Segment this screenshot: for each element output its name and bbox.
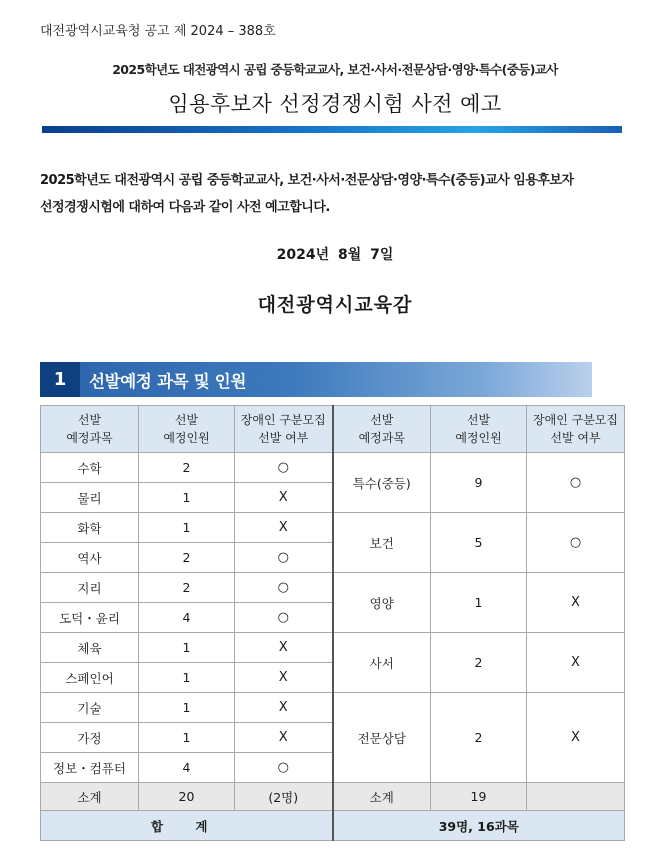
header-count-right: 선발 예정인원 (431, 406, 527, 453)
section-number: 1 (40, 362, 80, 397)
subject-cell: 기술 (41, 693, 139, 723)
issuer-name: 대전광역시교육감 (257, 294, 413, 316)
count-cell-right: 1 (431, 573, 527, 633)
subject-cell: 역사 (41, 543, 139, 573)
count-cell: 1 (139, 513, 235, 543)
disabled-cell-right: X (527, 633, 625, 693)
table-row (41, 633, 625, 663)
header-count: 선발 예정인원 (139, 406, 235, 453)
disabled-cell: X (235, 693, 333, 723)
count-cell: 2 (139, 453, 235, 483)
page-title: 임용후보자 선정경쟁시험 사전 예고 (168, 92, 502, 116)
count-cell: 1 (139, 723, 235, 753)
count-cell: 1 (139, 483, 235, 513)
table-header-row (41, 406, 625, 453)
subject-cell: 물리 (41, 483, 139, 513)
total-value: 39명, 16과목 (333, 811, 625, 841)
disabled-cell-right: ○ (527, 513, 625, 573)
count-cell: 1 (139, 633, 235, 663)
count-cell-right: 5 (431, 513, 527, 573)
intro-line-1: 2025학년도 대전광역시 공립 중등학교교사, 보건·사서·전문상담·영양·특수(중등)교사 임용후보자 (40, 173, 574, 188)
count-cell-right: 9 (431, 453, 527, 513)
subtotal-label: 소계 (41, 783, 139, 811)
header-subject: 선발 예정과목 (41, 406, 139, 453)
disabled-cell: X (235, 483, 333, 513)
header-disabled: 장애인 구분모집 선발 여부 (235, 406, 333, 453)
subject-cell: 스페인어 (41, 663, 139, 693)
quota-table (40, 405, 625, 841)
count-cell-right: 2 (431, 693, 527, 783)
subject-cell: 지리 (41, 573, 139, 603)
disabled-cell-right: ○ (527, 453, 625, 513)
disabled-cell-right: X (527, 693, 625, 783)
total-row (41, 811, 625, 841)
subject-cell: 가정 (41, 723, 139, 753)
total-label: 합 계 (41, 811, 333, 841)
table-row (41, 513, 625, 543)
title-underline-bar (42, 126, 622, 133)
disabled-cell-right: X (527, 573, 625, 633)
count-cell-right: 2 (431, 633, 527, 693)
subject-cell-right: 영양 (333, 573, 431, 633)
header-subject-right: 선발 예정과목 (333, 406, 431, 453)
document-subtitle: 2025학년도 대전광역시 공립 중등학교교사, 보건·사서·전문상담·영양·특수(중등)교사 (112, 62, 558, 77)
section-title: 선발예정 과목 및 인원 (89, 371, 247, 391)
disabled-cell: ○ (235, 573, 333, 603)
disabled-cell: X (235, 663, 333, 693)
subtotal-count: 20 (139, 783, 235, 811)
disabled-cell: ○ (235, 453, 333, 483)
subject-cell: 정보・컴퓨터 (41, 753, 139, 783)
count-cell: 4 (139, 603, 235, 633)
subtotal-count-right: 19 (431, 783, 527, 811)
announcement-date: 2024년 8월 7일 (276, 247, 394, 263)
disabled-cell: ○ (235, 543, 333, 573)
count-cell: 2 (139, 573, 235, 603)
count-cell: 1 (139, 693, 235, 723)
intro-line-2: 선정경쟁시험에 대하여 다음과 같이 사전 예고합니다. (40, 200, 330, 215)
subtotal-disabled: (2명) (235, 783, 333, 811)
count-cell: 1 (139, 663, 235, 693)
subject-cell-right: 전문상담 (333, 693, 431, 783)
disabled-cell: X (235, 633, 333, 663)
subject-cell: 체육 (41, 633, 139, 663)
subject-cell: 도덕・윤리 (41, 603, 139, 633)
disabled-cell: X (235, 513, 333, 543)
table-row (41, 453, 625, 483)
subject-cell-right: 사서 (333, 633, 431, 693)
subtotal-row (41, 783, 625, 811)
disabled-cell: ○ (235, 603, 333, 633)
subject-cell: 수학 (41, 453, 139, 483)
disabled-cell: X (235, 723, 333, 753)
subtotal-label-right: 소계 (333, 783, 431, 811)
subject-cell-right: 특수(중등) (333, 453, 431, 513)
notice-number: 대전광역시교육청 공고 제 2024 – 388호 (40, 24, 276, 39)
section-header (40, 362, 592, 397)
subject-cell-right: 보건 (333, 513, 431, 573)
header-disabled-right: 장애인 구분모집 선발 여부 (527, 406, 625, 453)
intro-paragraph (40, 167, 640, 221)
subject-cell: 화학 (41, 513, 139, 543)
disabled-cell: ○ (235, 753, 333, 783)
count-cell: 4 (139, 753, 235, 783)
count-cell: 2 (139, 543, 235, 573)
subtotal-empty-right (527, 783, 625, 811)
table-row (41, 573, 625, 603)
table-row (41, 693, 625, 723)
